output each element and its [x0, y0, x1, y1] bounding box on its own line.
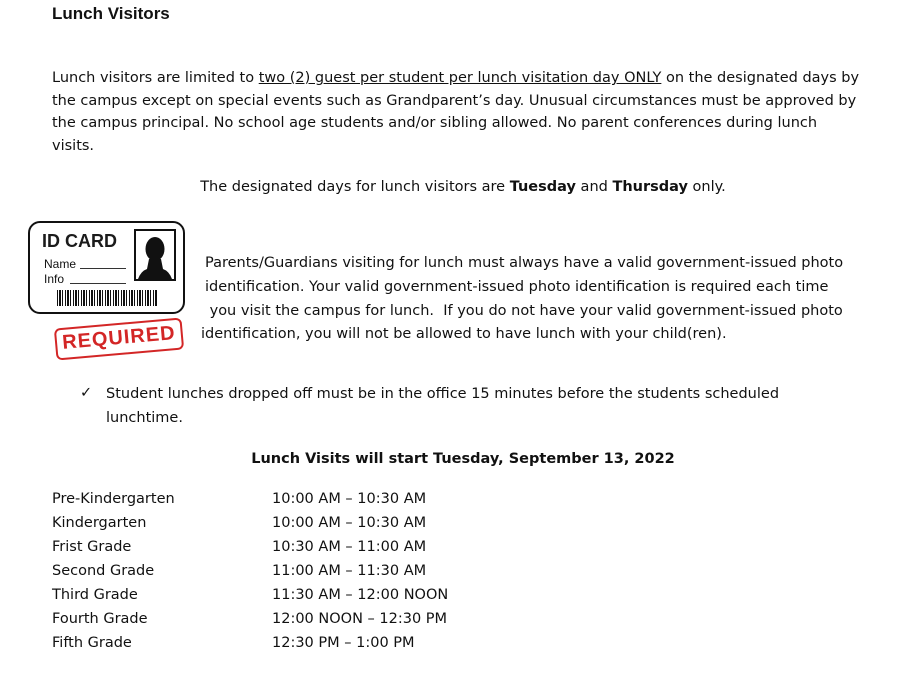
schedule-row [52, 607, 448, 631]
policy-line-4: visits. [52, 137, 95, 154]
required-stamp: REQUIRED [54, 317, 184, 360]
day-tuesday: Tuesday [509, 179, 576, 195]
schedule-row [52, 535, 448, 559]
grade-name: Second Grade [52, 563, 155, 579]
id-line-3: you visit the campus for lunch. If you do not have your valid government-issued photo [205, 302, 843, 319]
schedule-row [52, 559, 448, 583]
id-card-title: ID CARD [42, 231, 117, 251]
schedule-row [52, 583, 448, 607]
silhouette-icon [134, 229, 176, 281]
id-card-name-line [80, 268, 126, 269]
lunch-time: 11:00 AM – 11:30 AM [272, 563, 427, 579]
id-line-1: Parents/Guardians visiting for lunch must always have a valid government-issued photo [205, 255, 844, 271]
grade-name: Pre-Kindergarten [52, 491, 175, 507]
designated-days: The designated days for lunch visitors are Tuesday and Thursday only. [200, 179, 726, 195]
policy-line-1: Lunch visitors are limited to two (2) guest per student per lunch visitation day ONLY on the designated days by [52, 70, 860, 86]
grade-name: Kindergarten [52, 515, 147, 531]
lunch-time: 10:30 AM – 11:00 AM [272, 539, 427, 555]
dropoff-line-2: lunchtime. [106, 410, 183, 426]
schedule-row [52, 631, 448, 655]
grade-name: Fifth Grade [52, 635, 132, 651]
id-line-2: identification. Your valid government-issued photo identification is required each time [205, 278, 829, 295]
grade-name: Third Grade [52, 587, 138, 603]
lunch-time: 11:30 AM – 12:00 NOON [272, 587, 449, 603]
policy-line-3: the campus principal. No school age students and/or sibling allowed. No parent conferences during lunch [52, 115, 818, 131]
grade-name: Fourth Grade [52, 611, 148, 627]
checkmark-icon: ✓ [80, 385, 93, 401]
lunch-time: 10:00 AM – 10:30 AM [272, 491, 427, 507]
barcode-icon [57, 290, 157, 306]
photo-id-requirement [201, 252, 875, 347]
day-thursday: Thursday [612, 179, 688, 195]
dropoff-line-1: Student lunches dropped off must be in the office 15 minutes before the students scheduled [106, 386, 780, 402]
lunch-time: 12:00 NOON – 12:30 PM [272, 611, 448, 627]
schedule-row [52, 511, 448, 535]
id-card-name-label: Name [44, 257, 77, 271]
id-card-info-label: Info [44, 272, 65, 286]
id-line-4: identification, you will not be allowed to have lunch with your child(ren). [201, 326, 727, 343]
dropoff-note [106, 382, 826, 430]
lunch-schedule [52, 487, 448, 655]
visitor-policy-paragraph [52, 67, 882, 157]
guest-limit-underlined: two (2) guest per student per lunch visitation day ONLY [258, 70, 662, 86]
page-title: Lunch Visitors [52, 4, 170, 23]
lunch-time: 10:00 AM – 10:30 AM [272, 515, 427, 531]
grade-name: Frist Grade [52, 539, 132, 555]
lunch-time: 12:30 PM – 1:00 PM [272, 635, 415, 651]
id-card-info-line [70, 283, 126, 284]
start-date-heading: Lunch Visits will start Tuesday, September 13, 2022 [251, 451, 675, 467]
schedule-row [52, 487, 448, 511]
policy-line-2: the campus except on special events such as Grandparent’s day. Unusual circumstances must be approved by [52, 92, 857, 109]
